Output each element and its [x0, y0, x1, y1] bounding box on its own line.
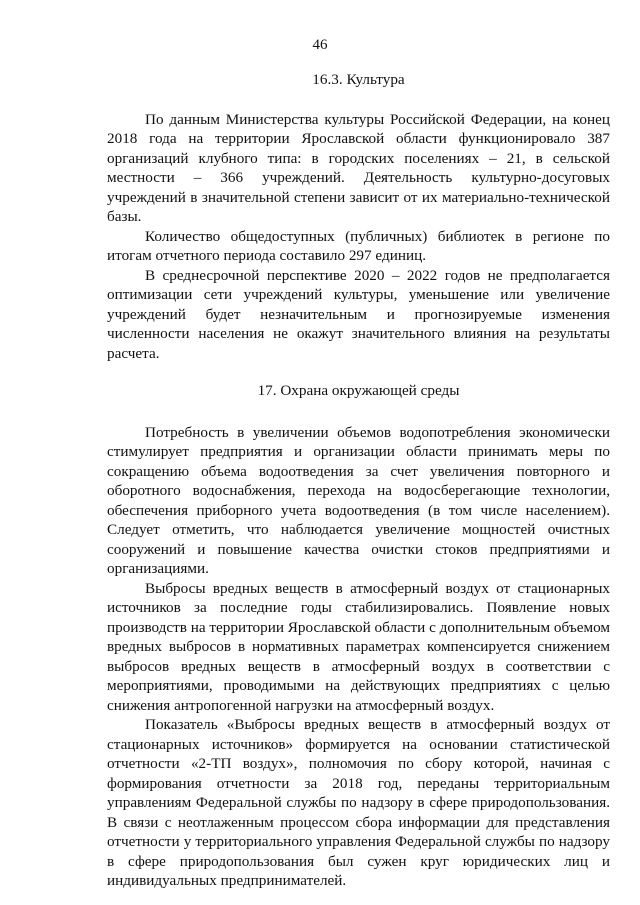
paragraph: Показатель «Выбросы вредных веществ в атмосферный воздух от стационарных источников» формируется на основании статистической отчетности «2-ТП воздух», полномочия по сбору которой, начиная с формирования отчетности за 2018 год, переданы территориальным управлениям Федеральной службы по надзору в сфере природопользования. В связи с неотлаженным процессом сбора информации для представления отчетности у территориального управления Федеральной службы по надзору в сфере природопользования был сужен круг юридических лиц и индивидуальных предпринимателей. [107, 716, 610, 889]
paragraph: Количество общедоступных (публичных) библиотек в регионе по итогам отчетного периода составило 297 единиц. [107, 227, 610, 264]
section-heading-environment: 17. Охрана окружающей среды [257, 382, 460, 399]
page-content [107, 70, 610, 891]
section-heading-culture: 16.3. Культура [312, 71, 405, 88]
section-culture [107, 70, 610, 363]
section-environment [107, 381, 610, 891]
paragraph: По данным Министерства культуры Российской Федерации, на конец 2018 года на территории Ярославской области функционировало 387 организаций клубного типа: в городских поселениях – 21, в сельской местности – 366 учреждений. Деятельность культурно-досуговых учреждений в значительной степени зависит от их материально-технической базы. [107, 110, 610, 225]
paragraph: Выбросы вредных веществ в атмосферный воздух от стационарных источников за последние годы стабилизировались. Появление новых производств на территории Ярославской области с дополнительным объемом вредных выбросов в нормативных параметрах компенсируется снижением выбросов вредных веществ в атмосферный воздух в соответствии с мероприятиями, проводимыми на действующих предприятиях с целью снижения антропогенной нагрузки на атмосферный воздух. [107, 579, 610, 714]
page-number: 46 [312, 37, 328, 53]
paragraph: В среднесрочной перспективе 2020 – 2022 годов не предполагается оптимизации сети учреждений культуры, уменьшение или увеличение учреждений будет незначительным и прогнозируемые изменения численности населения не окажут значительного влияния на результаты расчета. [107, 266, 610, 362]
paragraph: Потребность в увеличении объемов водопотребления экономически стимулирует предприятия и организации области принимать меры по сокращению объема водоотведения за счет увеличения повторного и оборотного водоснабжения, перехода на водосберегающие технологии, обеспечения приборного учета водоотведения (в том числе населением). Следует отметить, что наблюдается увеличение мощностей очистных сооружений и повышение качества очистки стоков предприятиями и организациями. [107, 423, 610, 577]
